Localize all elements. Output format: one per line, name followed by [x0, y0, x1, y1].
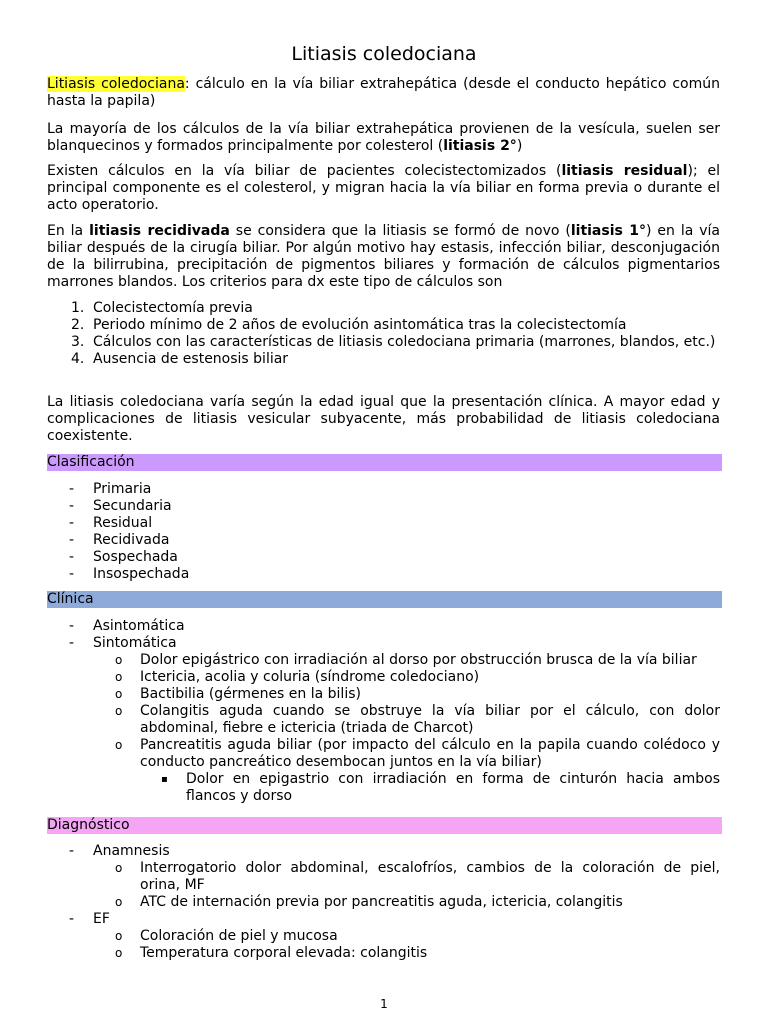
section-heading-diagnostico: Diagnóstico [47, 817, 722, 834]
circle-marker: o [115, 670, 123, 684]
list-item [47, 317, 720, 334]
highlighted-term: Litiasis coledociana [47, 76, 185, 92]
recidivada-text-c: ) en la vía biliar después de la cirugía biliar. Por algún motivo hay estasis, infección biliar, desconjugación de la bilirrubina, precipitación de pigmentos biliares y formación de cálculos pigmentarios marrones blandos. Los criterios para dx este tipo de cálculos son [47, 223, 720, 290]
sub-list-item [47, 945, 720, 962]
list-item-text: Sospechada [93, 549, 178, 565]
residual-bold: litiasis residual [561, 163, 688, 179]
list-item [47, 498, 720, 515]
definition-paragraph [47, 76, 720, 110]
sub-list-item-text: Interrogatorio dolor abdominal, escalofríos, cambios de la coloración de piel, orina, MF [140, 860, 720, 893]
list-item [47, 843, 720, 860]
list-item-text: Sintomática [93, 635, 177, 651]
dash-marker: - [69, 618, 75, 634]
dash-marker: - [69, 549, 75, 565]
sub-list-item-text: Ictericia, acolia y coluria (síndrome coledociano) [140, 669, 480, 685]
sub-list-item [47, 652, 720, 669]
list-item [47, 532, 720, 549]
sub-list-item [47, 860, 720, 894]
list-number: 4. [71, 351, 85, 367]
dash-marker: - [69, 481, 75, 497]
dash-marker: - [69, 566, 75, 582]
list-item [47, 549, 720, 566]
page-title: Litiasis coledociana [291, 43, 477, 65]
list-number: 3. [71, 334, 85, 350]
circle-marker: o [115, 653, 123, 667]
circle-marker: o [115, 704, 123, 718]
residual-text-a: Existen cálculos en la vía biliar de pacientes colecistectomizados ( [47, 163, 562, 179]
diagnostico-list [47, 843, 720, 962]
circle-marker: o [115, 895, 123, 909]
list-number: 1. [71, 300, 85, 316]
sub-sub-list-item-text: Dolor en epigastrio con irradiación en forma de cinturón hacia ambos flancos y dorso [186, 771, 720, 804]
circle-marker: o [115, 861, 123, 875]
residual-paragraph [47, 163, 720, 214]
dash-marker: - [69, 515, 75, 531]
dash-marker: - [69, 498, 75, 514]
list-item [47, 334, 720, 351]
dash-marker: - [69, 635, 75, 651]
list-item-text: Secundaria [93, 498, 172, 514]
clasificacion-list [47, 481, 720, 583]
list-item-text: Periodo mínimo de 2 años de evolución asintomática tras la colecistectomía [93, 317, 627, 333]
origin-text: La mayoría de los cálculos de la vía biliar extrahepática provienen de la vesícula, suelen ser blanquecinos y formados principalmente por colesterol ( [47, 121, 720, 154]
age-text: La litiasis coledociana varía según la edad igual que la presentación clínica. A mayor edad y complicaciones de litiasis vesicular subyacente, más probabilidad de litiasis coledociana coexistente. [47, 394, 720, 444]
origin-paragraph [47, 121, 720, 155]
list-item [47, 351, 720, 368]
list-number: 2. [71, 317, 85, 333]
section-heading-clinica: Clínica [47, 591, 722, 608]
list-item-text: Anamnesis [93, 843, 170, 859]
list-item [47, 515, 720, 532]
dash-marker: - [69, 911, 75, 927]
list-item-text: Ausencia de estenosis biliar [93, 351, 289, 367]
sub-list-item [47, 894, 720, 911]
list-item [47, 618, 720, 635]
criteria-list [47, 300, 720, 368]
sub-list-item-text: Pancreatitis aguda biliar (por impacto del cálculo en la papila cuando colédoco y conducto pancreático desembocan juntos en la vía biliar) [140, 737, 720, 770]
sub-list-item-text: Colangitis aguda cuando se obstruye la vía biliar por el cálculo, con dolor abdominal, fiebre e ictericia (triada de Charcot) [140, 703, 720, 736]
list-item-text: Insospechada [93, 566, 190, 582]
sub-list-item [47, 669, 720, 686]
page-number: 1 [380, 997, 388, 1011]
sub-list-item-text: Dolor epigástrico con irradiación al dorso por obstrucción brusca de la vía biliar [140, 652, 697, 668]
list-item-text: EF [93, 911, 110, 927]
residual-text-b: ); el principal componente es el colesterol, y migran hacia la vía biliar en forma previa o durante el acto operatorio. [47, 163, 720, 213]
list-item [47, 481, 720, 498]
sub-list-item-text: ATC de internación previa por pancreatitis aguda, ictericia, colangitis [140, 894, 623, 910]
sub-list-item [47, 928, 720, 945]
origin-bold: litiasis 2° [443, 138, 517, 154]
recidivada-bold-2: litiasis 1° [570, 223, 646, 239]
sub-list-item [47, 686, 720, 703]
clinica-list [47, 618, 720, 805]
recidivada-paragraph [47, 223, 720, 291]
list-item [47, 911, 720, 928]
list-item-text: Recidivada [93, 532, 170, 548]
list-item-text: Cálculos con las características de litiasis coledociana primaria (marrones, blandos, etc.) [93, 334, 716, 350]
sub-sub-list-item [47, 771, 720, 805]
circle-marker: o [115, 687, 123, 701]
square-marker: ▪ [161, 774, 168, 785]
age-paragraph [47, 394, 720, 445]
sub-list-item-text: Coloración de piel y mucosa [140, 928, 338, 944]
sub-list-item [47, 703, 720, 737]
list-item [47, 300, 720, 317]
sub-list-item [47, 737, 720, 771]
definition-text: : cálculo en la vía biliar extrahepática (desde el conducto hepático común hasta la papila) [47, 76, 720, 109]
circle-marker: o [115, 738, 123, 752]
circle-marker: o [115, 946, 123, 960]
list-item-text: Residual [93, 515, 153, 531]
recidivada-text-b: se considera que la litiasis se formó de novo ( [229, 223, 571, 239]
sub-list-item-text: Bactibilia (gérmenes en la bilis) [140, 686, 361, 702]
recidivada-text-a: En la [47, 223, 90, 239]
recidivada-bold-1: litiasis recidivada [89, 223, 230, 239]
list-item-text: Colecistectomía previa [93, 300, 253, 316]
dash-marker: - [69, 532, 75, 548]
circle-marker: o [115, 929, 123, 943]
sub-list-item-text: Temperatura corporal elevada: colangitis [140, 945, 428, 961]
list-item-text: Asintomática [93, 618, 185, 634]
origin-end: ) [516, 138, 523, 154]
section-heading-clasificacion: Clasificación [47, 454, 722, 471]
list-item-text: Primaria [93, 481, 152, 497]
dash-marker: - [69, 843, 75, 859]
list-item [47, 635, 720, 652]
list-item [47, 566, 720, 583]
